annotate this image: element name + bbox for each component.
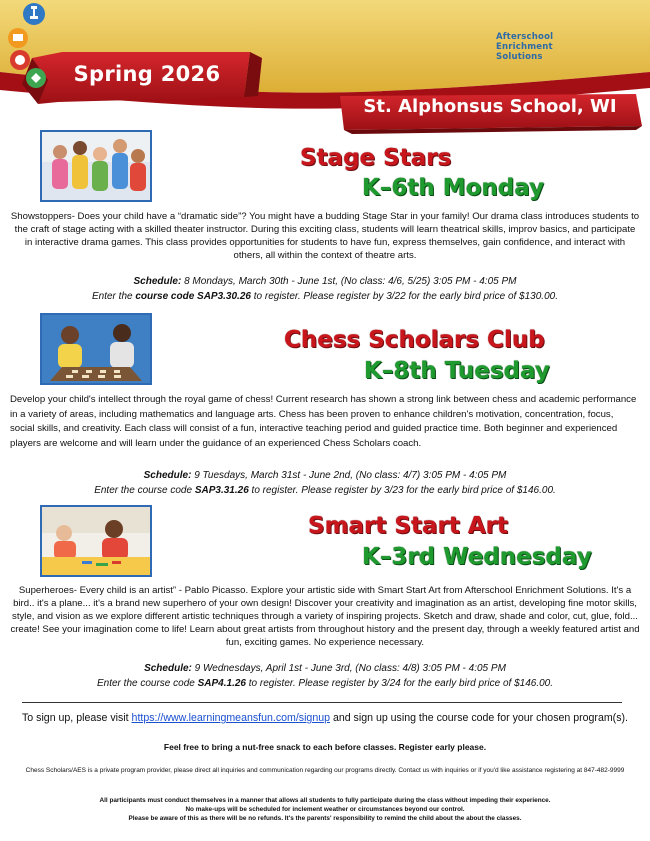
chess-scholars-photo — [40, 313, 152, 385]
signup-link[interactable]: https://www.learningmeansfun.com/signup — [131, 712, 330, 724]
stage-stars-title: Stage Stars — [300, 145, 452, 171]
stage-stars-registration: Enter the course code SAP3.30.26 to register. Please register by 3/22 for the early bird price of $130.00. — [91, 291, 558, 302]
season-label: Spring 2026 — [73, 62, 221, 86]
chess-scholars-grade: K–8th Tuesday — [364, 358, 550, 384]
smart-start-art-photo — [40, 505, 152, 577]
school-label: St. Alphonsus School, WI — [363, 96, 617, 117]
chess-scholars-description: Develop your child's intellect through the royal game of chess! Current research has shown a strong link between chess and academic performance in a variety of areas, including mathematics and language arts. Chess has been proven to enhance children's motivation, concentration, focus, social skills, and creativity. Each class will consist of a fun, interactive teaching period and guided practice time. Both beginner and experienced players are welcome and will learn under the guidance of an experienced Chess Scholars coach. — [10, 394, 637, 449]
smart-start-art-grade: K–3rd Wednesday — [362, 544, 592, 570]
aes-logo-text: Afterschool Enrichment Solutions — [496, 32, 554, 62]
chess-scholars-title: Chess Scholars Club — [284, 327, 545, 353]
chess-scholars-registration: Enter the course code SAP3.31.26 to register. Please register by 3/23 for the early bird price of $146.00. — [94, 485, 556, 496]
footer-divider — [22, 702, 622, 703]
smart-start-art-description: Superheroes- Every child is an artist” - Pablo Picasso. Explore your artistic side with Smart Start Art from Afterschool Enrichment Solutions. It's a bird.. it's a plane... it's a brand new superhero of your own design! Discover your creativity and imagination as an artist, developing fine motor skills, style, and vision as we explore different artistic techniques through a variety of inspiring projects. Sketch and draw, shade and color, cut, glue, fold... create! See your imagination come to life! Learn about great artists from throughout history and the present day, through a weekly featured artist and fun, exciting games. No experience necessary. — [10, 585, 640, 648]
stage-stars-grade: K–6th Monday — [362, 175, 545, 201]
smart-start-art-title: Smart Start Art — [308, 513, 508, 539]
signup-instructions: To sign up, please visit https://www.learningmeansfun.com/signup and sign up using the course code for your chosen program(s). — [22, 712, 628, 724]
stage-stars-photo — [40, 130, 152, 202]
privacy-note: Chess Scholars/AES is a private program provider, please direct all inquiries and communication regarding our programs directly. Contact us with inquiries or if you'd like assistance registering at 847-482-9999 — [25, 767, 625, 774]
snack-note: Feel free to bring a nut-free snack to each before classes. Register early please. — [163, 742, 487, 752]
chess-scholars-schedule: Schedule: 9 Tuesdays, March 31st - June 2nd, (No class: 4/7) 3:05 PM - 4:05 PM — [143, 470, 507, 481]
aes-logo — [0, 0, 110, 95]
smart-start-art-registration: Enter the course code SAP4.1.26 to register. Please register by 3/24 for the early bird price of $146.00. — [96, 678, 554, 689]
stage-stars-schedule: Schedule: 8 Mondays, March 30th - June 1st, (No class: 4/6, 5/25) 3:05 PM - 4:05 PM — [133, 276, 517, 287]
smart-start-art-schedule: Schedule: 9 Wednesdays, April 1st - June 3rd, (No class: 4/8) 3:05 PM - 4:05 PM — [144, 663, 506, 674]
participant-rules: All participants must conduct themselves in a manner that allows all students to fully participate during the class without impeding their experience. No make-ups will be scheduled for inclement weather or circumstances beyond our control. Please be aware of this as there will be no refunds. It's the parents' responsibility to remind the child about the about the classes. — [99, 797, 551, 823]
header-banner — [0, 0, 650, 135]
stage-stars-description: Showstoppers- Does your child have a “dramatic side”? You might have a budding Stage Star in your family! Our drama class introduces students to the craft of stage acting with a skilled theater instructor. During this exciting class, students will learn theatrical skills, improv basics, and participate in interactive drama games. This class provides opportunities for students to have fun, express themselves, gain confidence, and interact with others, all within the context of theatre arts. — [10, 211, 640, 261]
